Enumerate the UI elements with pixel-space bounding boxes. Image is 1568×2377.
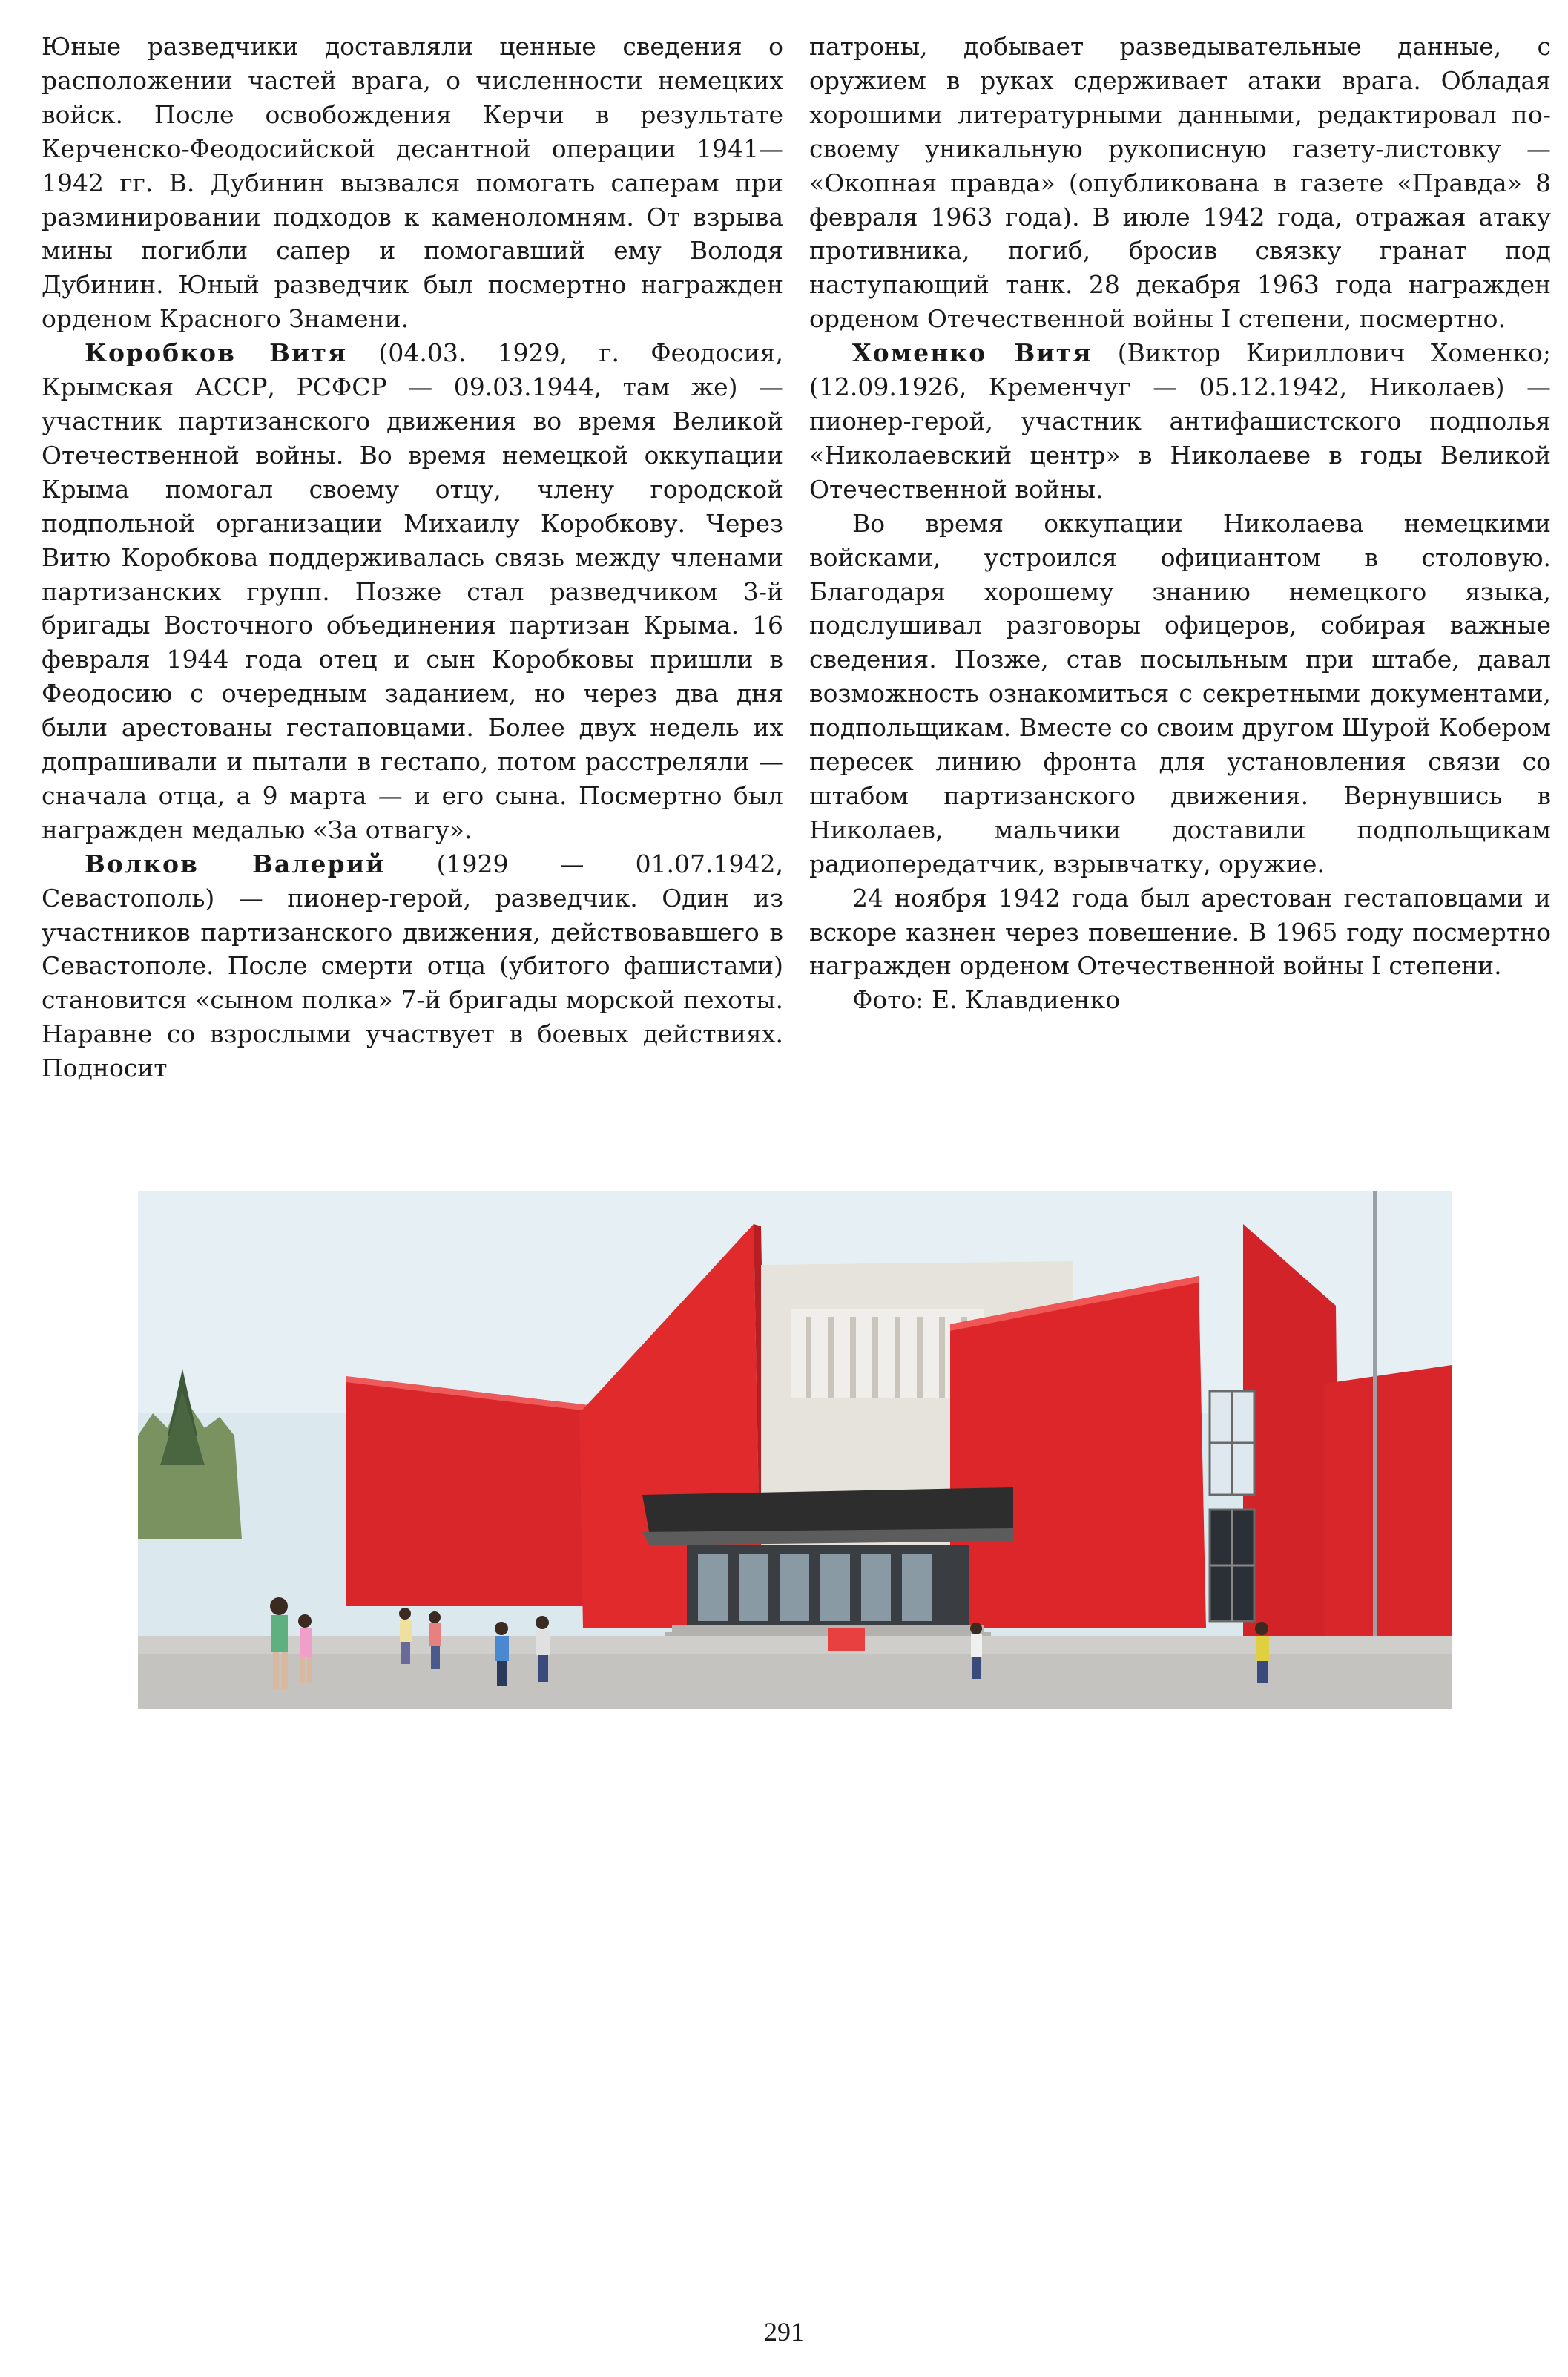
paragraph-khomenko-arrest: 24 ноября 1942 года был арестован гестаповцами и вскоре казнен через повешение. В 1965 году посмертно награжден орденом Отечественной войны I степени.	[809, 883, 1551, 981]
paragraph-khomenko	[809, 336, 1551, 507]
paragraph-volkov-continued: патроны, добывает разведывательные данные, с оружием в руках сдерживает атаки врага. Обладая хорошими литературными данными, редактировал по-своему уникальную рукописную газету-листовку — «Окопная правда» (опубликована в газете «Правда» 8 февраля 1963 года). В июле 1942 года, отражая атаку противника, погиб, бросив связку гранат под наступающий танк. 28 декабря 1963 года награжден орденом Отечественной войны I степени, посмертно.	[809, 32, 1551, 334]
khomenko-name: Хоменко Витя	[852, 338, 1093, 368]
photo-credit: Фото: Е. Клавдиенко	[852, 985, 1121, 1015]
building-photo-illustration	[138, 1191, 1452, 1709]
paragraph-khomenko-occupation: Во время оккупации Николаева немецкими войсками, устроился официантом в столовую. Благодаря хорошему знанию немецкого языка, подслушивал разговоры офицеров, собирая важные сведения. Позже, став посыльным при штабе, давал возможность ознакомиться с секретными документами, подпольщикам. Вместе со своим другом Шурой Кобером пересек линию фронта для установления связи со штабом партизанского движения. Вернувшись в Николаев, мальчики доставили подпольщикам радиопередатчик, взрывчатку, оружие.	[809, 508, 1551, 878]
paragraph-korobkov	[42, 336, 783, 847]
paragraph-dubinin-end: Юные разведчики доставляли ценные сведения о расположении частей врага, о численности немецких войск. После освобождения Керчи в результате Керченско-Феодосийской десантной операции 1941—1942 гг. В. Дубинин вызвался помогать саперам при разминировании подходов к каменоломням. От взрыва мины погибли сапер и помогавший ему Володя Дубинин. Юный разведчик был посмертно награжден орденом Красного Знамени.	[42, 32, 783, 334]
page-number: 291	[764, 2317, 804, 2347]
korobkov-bio: (04.03. 1929, г. Феодосия, Крымская АССР, РСФСР — 09.03.1944, там же) — участник партизанского движения во время Великой Отечественной войны. Во время немецкой оккупации Крыма помогал своему отцу, члену городской подпольной организации Михаилу Коробкову. Через Витю Коробкова поддерживалась связь между членами партизанских групп. Позже стал разведчиком 3-й бригады Восточного объединения партизан Крыма. 16 февраля 1944 года отец и сын Коробковы пришли в Феодосию с очередным заданием, но через два дня были арестованы гестаповцами. Более двух недель их допрашивали и пытали в гестапо, потом расстреляли — сначала отца, а 9 марта — и его сына. Посмертно был награжден медалью «За отвагу».	[42, 338, 783, 844]
volkov-name: Волков Валерий	[85, 849, 386, 878]
korobkov-name: Коробков Витя	[85, 338, 348, 368]
right-text-column	[809, 30, 1551, 1017]
paragraph-volkov	[42, 847, 783, 1085]
khomenko-bio: (Виктор Кириллович Хоменко; (12.09.1926, Кременчуг — 05.12.1942, Николаев) — пионер-герой, участник антифашистского подполья «Николаевский центр» в Николаеве в годы Великой Отечественной войны.	[809, 338, 1551, 504]
left-text-column	[42, 30, 783, 1085]
volkov-bio: (1929 — 01.07.1942, Севастополь) — пионер-герой, разведчик. Один из участников партизанского движения, действовавшего в Севастополе. После смерти отца (убитого фашистами) становится «сыном полка» 7-й бригады морской пехоты. Наравне со взрослыми участвует в боевых действиях. Подносит	[42, 849, 783, 1083]
building-photo	[138, 1191, 1452, 1709]
